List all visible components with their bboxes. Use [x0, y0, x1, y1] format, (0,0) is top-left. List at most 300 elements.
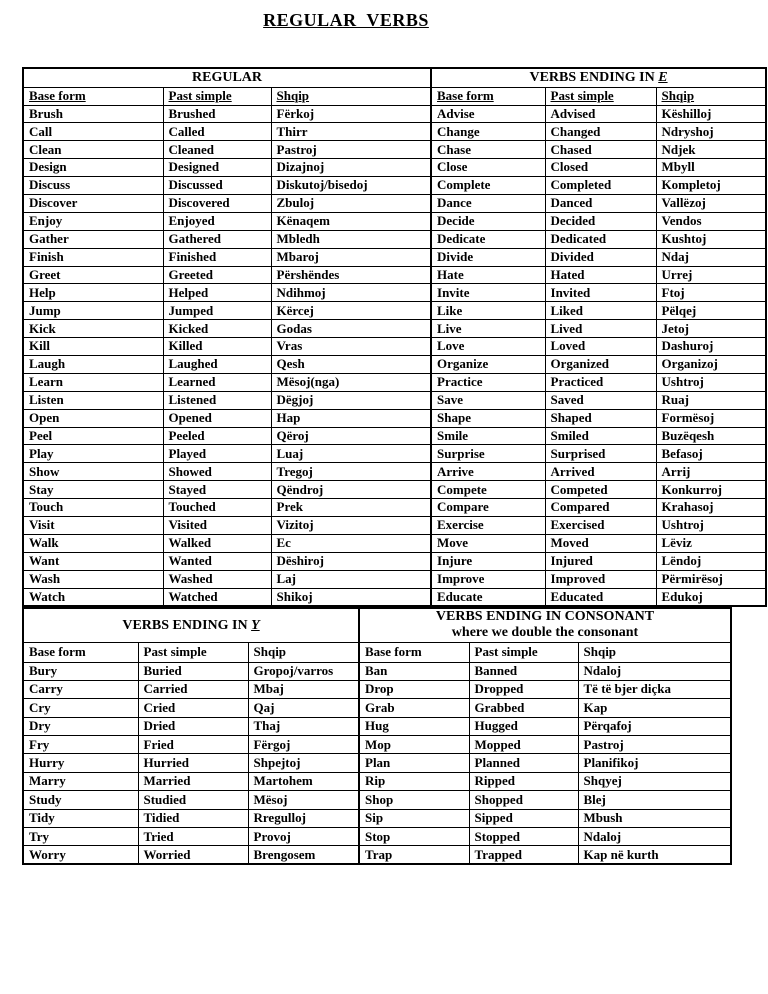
- verb-table-row: [23, 809, 731, 827]
- verb-cell: Ec: [271, 534, 431, 552]
- verb-cell: Worry: [23, 846, 138, 864]
- y-and-consonant-verbs-table: [22, 607, 732, 865]
- section-title-ending-y: [23, 608, 359, 642]
- verb-table-row: [23, 445, 766, 463]
- verb-cell: Përmirësoj: [656, 570, 766, 588]
- verb-table-row: [23, 791, 731, 809]
- column-header-row: [23, 642, 731, 662]
- verb-cell: Show: [23, 463, 163, 481]
- verb-cell: Hated: [545, 266, 656, 284]
- verb-table-row: [23, 212, 766, 230]
- verb-table-row: [23, 534, 766, 552]
- verb-table-row: [23, 552, 766, 570]
- verb-cell: Discussed: [163, 177, 271, 195]
- section-header-row: [23, 608, 731, 642]
- col-header-shqip: Shqip: [271, 87, 431, 105]
- verb-cell: Dëshiroj: [271, 552, 431, 570]
- verb-cell: Qaj: [248, 699, 359, 717]
- verb-cell: Walk: [23, 534, 163, 552]
- section-title-ending-e-prefix: VERBS ENDING IN: [529, 70, 659, 85]
- verb-cell: Cry: [23, 699, 138, 717]
- verb-cell: Kick: [23, 320, 163, 338]
- verb-cell: Gropoj/varros: [248, 662, 359, 680]
- verb-cell: Vallëzoj: [656, 194, 766, 212]
- col-header-shqip: Shqip: [248, 642, 359, 662]
- verb-cell: Decide: [431, 212, 545, 230]
- verb-cell: Injured: [545, 552, 656, 570]
- verb-cell: Peel: [23, 427, 163, 445]
- verb-cell: Arrived: [545, 463, 656, 481]
- verb-cell: Gather: [23, 230, 163, 248]
- verb-cell: Surprised: [545, 445, 656, 463]
- verb-table-row: [23, 302, 766, 320]
- verb-cell: Married: [138, 772, 248, 790]
- verb-table-row: [23, 355, 766, 373]
- verb-cell: Studied: [138, 791, 248, 809]
- verb-cell: Plan: [359, 754, 469, 772]
- verb-table-row: [23, 588, 766, 606]
- verb-cell: Learn: [23, 373, 163, 391]
- verb-cell: Call: [23, 123, 163, 141]
- verb-cell: Marry: [23, 772, 138, 790]
- verb-cell: Vendos: [656, 212, 766, 230]
- verb-cell: Drop: [359, 680, 469, 698]
- verb-cell: Dedicate: [431, 230, 545, 248]
- verb-cell: Qëroj: [271, 427, 431, 445]
- verb-cell: Tregoj: [271, 463, 431, 481]
- verb-cell: Compete: [431, 481, 545, 499]
- verb-cell: Live: [431, 320, 545, 338]
- verb-cell: Enjoyed: [163, 212, 271, 230]
- verb-cell: Përqafoj: [578, 717, 731, 735]
- verb-cell: Mbaj: [248, 680, 359, 698]
- verb-cell: Ftoj: [656, 284, 766, 302]
- verb-cell: Arrive: [431, 463, 545, 481]
- col-header-past-simple: Past simple: [469, 642, 578, 662]
- verb-table-row: [23, 846, 731, 864]
- verb-table-row: [23, 373, 766, 391]
- section-title-ending-y-prefix: VERBS ENDING IN: [122, 617, 252, 633]
- verb-cell: Changed: [545, 123, 656, 141]
- verb-cell: Visit: [23, 516, 163, 534]
- section-header-row: [23, 68, 766, 87]
- verb-cell: Carried: [138, 680, 248, 698]
- verb-cell: Ndaj: [656, 248, 766, 266]
- verb-cell: Killed: [163, 338, 271, 356]
- verb-cell: Këshilloj: [656, 105, 766, 123]
- verb-cell: Buzëqesh: [656, 427, 766, 445]
- verb-cell: Zbuloj: [271, 194, 431, 212]
- verb-table-row: [23, 736, 731, 754]
- verb-table-row: [23, 427, 766, 445]
- verb-cell: Ndaloj: [578, 828, 731, 846]
- verb-cell: Shqyej: [578, 772, 731, 790]
- verb-cell: Improved: [545, 570, 656, 588]
- verb-cell: Fried: [138, 736, 248, 754]
- verb-cell: Vras: [271, 338, 431, 356]
- verb-cell: Dizajnoj: [271, 159, 431, 177]
- verb-cell: Kicked: [163, 320, 271, 338]
- verb-cell: Change: [431, 123, 545, 141]
- verb-cell: Hugged: [469, 717, 578, 735]
- verb-cell: Wash: [23, 570, 163, 588]
- verb-cell: Walked: [163, 534, 271, 552]
- verb-cell: Jetoj: [656, 320, 766, 338]
- verb-cell: Laughed: [163, 355, 271, 373]
- verb-cell: Touch: [23, 499, 163, 517]
- verb-cell: Shop: [359, 791, 469, 809]
- verb-cell: Mbyll: [656, 159, 766, 177]
- verb-cell: Stopped: [469, 828, 578, 846]
- verb-cell: Educate: [431, 588, 545, 606]
- verb-cell: Befasoj: [656, 445, 766, 463]
- verb-cell: Smiled: [545, 427, 656, 445]
- verb-cell: Compare: [431, 499, 545, 517]
- verb-cell: Ushtroj: [656, 516, 766, 534]
- verb-cell: Sipped: [469, 809, 578, 827]
- verb-cell: Brushed: [163, 105, 271, 123]
- verb-cell: Wanted: [163, 552, 271, 570]
- verb-cell: Kënaqem: [271, 212, 431, 230]
- verb-cell: Peeled: [163, 427, 271, 445]
- verb-cell: Planifikoj: [578, 754, 731, 772]
- verb-cell: Kap: [578, 699, 731, 717]
- verb-cell: Exercise: [431, 516, 545, 534]
- verb-table-row: [23, 499, 766, 517]
- verb-cell: Pastroj: [578, 736, 731, 754]
- verb-cell: Worried: [138, 846, 248, 864]
- verb-cell: Mësoj: [248, 791, 359, 809]
- verb-cell: Study: [23, 791, 138, 809]
- verb-cell: Fry: [23, 736, 138, 754]
- verb-cell: Discover: [23, 194, 163, 212]
- verb-cell: Visited: [163, 516, 271, 534]
- verb-cell: Chase: [431, 141, 545, 159]
- verb-cell: Grabbed: [469, 699, 578, 717]
- section-title-regular-text: REGULAR: [192, 70, 263, 85]
- verb-cell: Tidy: [23, 809, 138, 827]
- verb-cell: Close: [431, 159, 545, 177]
- verb-table-row: [23, 772, 731, 790]
- verb-cell: Tried: [138, 828, 248, 846]
- verb-table-row: [23, 284, 766, 302]
- verb-cell: Konkurroj: [656, 481, 766, 499]
- col-header-past-simple: Past simple: [163, 87, 271, 105]
- verb-cell: Thirr: [271, 123, 431, 141]
- verb-cell: Divided: [545, 248, 656, 266]
- verb-cell: Pastroj: [271, 141, 431, 159]
- verb-table-row: [23, 159, 766, 177]
- verb-cell: Help: [23, 284, 163, 302]
- verb-cell: Greet: [23, 266, 163, 284]
- verb-cell: Save: [431, 391, 545, 409]
- section-title-ending-y-emphasis: Y: [251, 617, 260, 633]
- verb-cell: Opened: [163, 409, 271, 427]
- verb-cell: Danced: [545, 194, 656, 212]
- regular-and-e-verbs-table: [22, 67, 767, 607]
- verb-cell: Trap: [359, 846, 469, 864]
- verb-cell: Open: [23, 409, 163, 427]
- verb-table-row: [23, 248, 766, 266]
- verb-cell: Kompletoj: [656, 177, 766, 195]
- verb-cell: Martohem: [248, 772, 359, 790]
- verb-cell: Buried: [138, 662, 248, 680]
- verb-cell: Provoj: [248, 828, 359, 846]
- verb-table-row: [23, 463, 766, 481]
- verb-table-row: [23, 409, 766, 427]
- verb-cell: Educated: [545, 588, 656, 606]
- verb-cell: Fërgoj: [248, 736, 359, 754]
- verb-cell: Ndihmoj: [271, 284, 431, 302]
- verb-cell: Ndaloj: [578, 662, 731, 680]
- verb-table-row: [23, 516, 766, 534]
- verb-cell: Hurried: [138, 754, 248, 772]
- verb-cell: Dedicated: [545, 230, 656, 248]
- col-header-past-simple: Past simple: [545, 87, 656, 105]
- verb-cell: Shape: [431, 409, 545, 427]
- verb-cell: Showed: [163, 463, 271, 481]
- page-title-text: REGULAR VERBS: [263, 10, 429, 30]
- verb-cell: Thaj: [248, 717, 359, 735]
- verb-table-row: [23, 194, 766, 212]
- verb-cell: Rip: [359, 772, 469, 790]
- verb-cell: Fërkoj: [271, 105, 431, 123]
- verb-table-row: [23, 570, 766, 588]
- verb-cell: Arrij: [656, 463, 766, 481]
- verb-cell: Competed: [545, 481, 656, 499]
- verb-cell: Compared: [545, 499, 656, 517]
- verb-cell: Cried: [138, 699, 248, 717]
- verb-cell: Greeted: [163, 266, 271, 284]
- section-title-regular: [23, 68, 431, 87]
- verb-cell: Hap: [271, 409, 431, 427]
- verb-cell: Diskutoj/bisedoj: [271, 177, 431, 195]
- verb-cell: Surprise: [431, 445, 545, 463]
- verb-cell: Improve: [431, 570, 545, 588]
- verb-cell: Shopped: [469, 791, 578, 809]
- col-header-shqip: Shqip: [656, 87, 766, 105]
- verb-cell: Hate: [431, 266, 545, 284]
- verb-cell: Design: [23, 159, 163, 177]
- verb-cell: Practice: [431, 373, 545, 391]
- verb-table-row: [23, 481, 766, 499]
- verb-cell: Organizoj: [656, 355, 766, 373]
- verb-cell: Washed: [163, 570, 271, 588]
- col-header-past-simple: Past simple: [138, 642, 248, 662]
- verb-cell: Planned: [469, 754, 578, 772]
- verb-cell: Dried: [138, 717, 248, 735]
- verb-cell: Ban: [359, 662, 469, 680]
- verb-cell: Watch: [23, 588, 163, 606]
- verb-cell: Trapped: [469, 846, 578, 864]
- verb-cell: Loved: [545, 338, 656, 356]
- verb-cell: Cleaned: [163, 141, 271, 159]
- verb-cell: Watched: [163, 588, 271, 606]
- verb-cell: Carry: [23, 680, 138, 698]
- verb-cell: Dance: [431, 194, 545, 212]
- verb-cell: Ushtroj: [656, 373, 766, 391]
- verb-cell: Jumped: [163, 302, 271, 320]
- verb-cell: Shikoj: [271, 588, 431, 606]
- verb-cell: Mësoj(nga): [271, 373, 431, 391]
- verb-cell: Chased: [545, 141, 656, 159]
- verb-cell: Saved: [545, 391, 656, 409]
- verb-table-row: [23, 391, 766, 409]
- verb-cell: Bury: [23, 662, 138, 680]
- verb-cell: Mbledh: [271, 230, 431, 248]
- verb-cell: Sip: [359, 809, 469, 827]
- verb-cell: Edukoj: [656, 588, 766, 606]
- verb-cell: Rregulloj: [248, 809, 359, 827]
- verb-cell: Want: [23, 552, 163, 570]
- verb-cell: Moved: [545, 534, 656, 552]
- verb-cell: Discovered: [163, 194, 271, 212]
- verb-cell: Advised: [545, 105, 656, 123]
- verb-cell: Laj: [271, 570, 431, 588]
- verb-cell: Liked: [545, 302, 656, 320]
- verb-cell: Listened: [163, 391, 271, 409]
- verb-cell: Ndryshoj: [656, 123, 766, 141]
- verb-cell: Dëgjoj: [271, 391, 431, 409]
- verb-cell: Hurry: [23, 754, 138, 772]
- verb-cell: Complete: [431, 177, 545, 195]
- verb-cell: Mopped: [469, 736, 578, 754]
- verb-cell: Jump: [23, 302, 163, 320]
- page-title: [0, 10, 692, 31]
- verb-cell: Kap në kurth: [578, 846, 731, 864]
- verb-cell: Discuss: [23, 177, 163, 195]
- col-header-base-form: Base form: [359, 642, 469, 662]
- verb-cell: Gathered: [163, 230, 271, 248]
- verb-cell: Luaj: [271, 445, 431, 463]
- section-title-consonant: [359, 608, 731, 642]
- verb-cell: Injure: [431, 552, 545, 570]
- verb-cell: Dropped: [469, 680, 578, 698]
- verb-cell: Ruaj: [656, 391, 766, 409]
- verb-cell: Krahasoj: [656, 499, 766, 517]
- verb-cell: Love: [431, 338, 545, 356]
- verb-cell: Listen: [23, 391, 163, 409]
- verb-cell: Invited: [545, 284, 656, 302]
- verb-cell: Enjoy: [23, 212, 163, 230]
- verb-cell: Divide: [431, 248, 545, 266]
- verb-cell: Kill: [23, 338, 163, 356]
- verb-cell: Lëndoj: [656, 552, 766, 570]
- verb-cell: Learned: [163, 373, 271, 391]
- verb-cell: Banned: [469, 662, 578, 680]
- verb-cell: Stayed: [163, 481, 271, 499]
- verb-cell: Organized: [545, 355, 656, 373]
- column-header-row: [23, 87, 766, 105]
- verb-cell: Shpejtoj: [248, 754, 359, 772]
- section-title-ending-e: [431, 68, 766, 87]
- verb-cell: Ndjek: [656, 141, 766, 159]
- verb-cell: Qëndroj: [271, 481, 431, 499]
- verb-table-row: [23, 338, 766, 356]
- verb-cell: Qesh: [271, 355, 431, 373]
- verb-cell: Mop: [359, 736, 469, 754]
- verb-cell: Ripped: [469, 772, 578, 790]
- verb-table-row: [23, 717, 731, 735]
- verb-cell: Completed: [545, 177, 656, 195]
- verb-cell: Try: [23, 828, 138, 846]
- verb-cell: Vizitoj: [271, 516, 431, 534]
- verb-table-row: [23, 754, 731, 772]
- verb-table-row: [23, 177, 766, 195]
- verb-table-row: [23, 266, 766, 284]
- verb-cell: Përshëndes: [271, 266, 431, 284]
- verb-cell: Formësoj: [656, 409, 766, 427]
- verb-table-row: [23, 230, 766, 248]
- verb-cell: Invite: [431, 284, 545, 302]
- verb-table-row: [23, 680, 731, 698]
- verb-cell: Designed: [163, 159, 271, 177]
- verb-cell: Closed: [545, 159, 656, 177]
- verb-cell: Advise: [431, 105, 545, 123]
- verb-cell: Dashuroj: [656, 338, 766, 356]
- verb-cell: Helped: [163, 284, 271, 302]
- verb-table-row: [23, 141, 766, 159]
- y-and-consonant-verbs-rows: [23, 662, 731, 864]
- verb-cell: Decided: [545, 212, 656, 230]
- verb-cell: Mbush: [578, 809, 731, 827]
- verb-cell: Të të bjer diçka: [578, 680, 731, 698]
- verb-cell: Like: [431, 302, 545, 320]
- verb-cell: Tidied: [138, 809, 248, 827]
- verb-table-row: [23, 662, 731, 680]
- verb-cell: Mbaroj: [271, 248, 431, 266]
- verb-cell: Move: [431, 534, 545, 552]
- section-title-consonant-line1: VERBS ENDING IN CONSONANT: [435, 609, 655, 625]
- verb-cell: Lëviz: [656, 534, 766, 552]
- col-header-shqip: Shqip: [578, 642, 731, 662]
- verb-table-row: [23, 123, 766, 141]
- verb-cell: Prek: [271, 499, 431, 517]
- verb-table-row: [23, 320, 766, 338]
- verb-cell: Brush: [23, 105, 163, 123]
- section-title-consonant-line2: where we double the consonant: [451, 625, 639, 641]
- verb-table-row: [23, 828, 731, 846]
- verb-cell: Kushtoj: [656, 230, 766, 248]
- verb-cell: Lived: [545, 320, 656, 338]
- verb-cell: Clean: [23, 141, 163, 159]
- verb-cell: Played: [163, 445, 271, 463]
- verb-cell: Practiced: [545, 373, 656, 391]
- verb-cell: Grab: [359, 699, 469, 717]
- col-header-base-form: Base form: [23, 642, 138, 662]
- verb-cell: Stop: [359, 828, 469, 846]
- verb-cell: Shaped: [545, 409, 656, 427]
- verb-cell: Hug: [359, 717, 469, 735]
- verb-cell: Finish: [23, 248, 163, 266]
- verb-cell: Called: [163, 123, 271, 141]
- verb-cell: Smile: [431, 427, 545, 445]
- regular-and-e-verbs-rows: [23, 105, 766, 606]
- verb-cell: Laugh: [23, 355, 163, 373]
- verb-cell: Kërcej: [271, 302, 431, 320]
- verb-cell: Dry: [23, 717, 138, 735]
- col-header-base-form: Base form: [431, 87, 545, 105]
- verb-cell: Organize: [431, 355, 545, 373]
- verb-cell: Touched: [163, 499, 271, 517]
- verb-cell: Brengosem: [248, 846, 359, 864]
- verb-table-row: [23, 699, 731, 717]
- verb-cell: Play: [23, 445, 163, 463]
- col-header-base-form: Base form: [23, 87, 163, 105]
- verb-cell: Finished: [163, 248, 271, 266]
- verb-cell: Urrej: [656, 266, 766, 284]
- verb-cell: Godas: [271, 320, 431, 338]
